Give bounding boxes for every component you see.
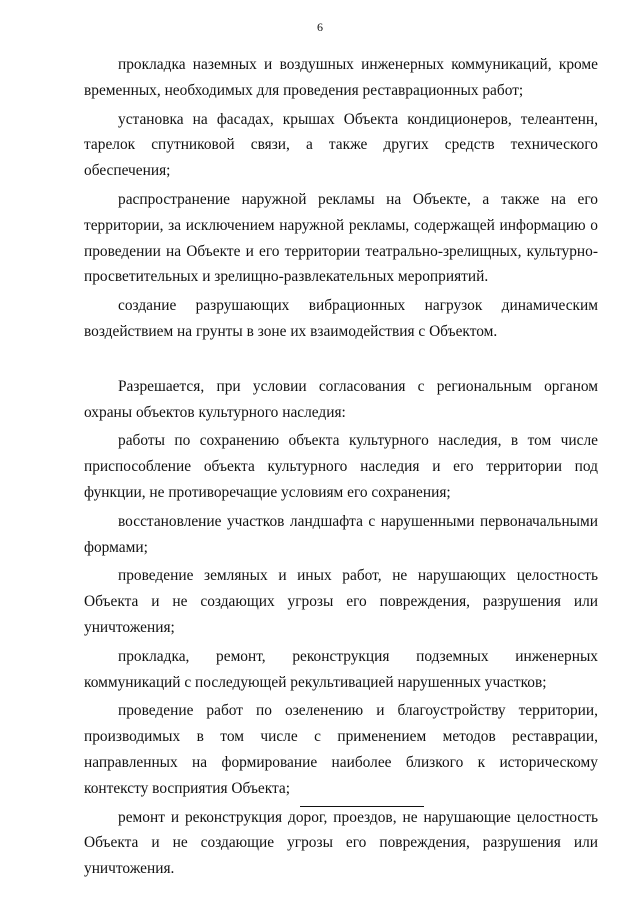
paragraph: проведение работ по озеленению и благоустройству территории, производимых в том числе с применением методов реставрации, направленных на формирование наиболее близкого к историческому контексту восприятия Объекта; [84,702,598,797]
paragraph: ремонт и реконструкция дорог, проездов, не нарушающие целостность Объекта и не создающие угрозы его повреждения, разрушения или уничтожения. [84,808,598,878]
section-intro-paragraph: Разрешается, при условии согласования с региональным органом охраны объектов культурного наследия: [84,377,598,421]
paragraph: установка на фасадах, крышах Объекта кондиционеров, телеантенн, тарелок спутниковой связи, а также других средств технического обеспечения; [84,110,598,180]
paragraph: восстановление участков ландшафта с нарушенными первоначальными формами; [84,512,598,556]
paragraph: создание разрушающих вибрационных нагрузок динамическим воздействием на грунты в зоне их взаимодействия с Объектом. [84,297,598,340]
paragraph: прокладка наземных и воздушных инженерных коммуникаций, кроме временных, необходимых для проведения реставрационных работ; [84,56,598,99]
end-separator-line [300,806,424,807]
paragraph: работы по сохранению объекта культурного наследия, в том числе приспособление объекта культурного наследия и его территории под функции, не противоречащие условиям его сохранения; [84,432,598,501]
paragraph: распространение наружной рекламы на Объекте, а также на его территории, за исключением наружной рекламы, содержащей информацию о проведении на Объекте и его территории театрально-зрелищных, культурно-просветительных и зрелищно-развлекательных мероприятий. [84,190,598,286]
page-number: 6 [317,20,323,34]
paragraph: прокладка, ремонт, реконструкция подземных инженерных коммуникаций с последующей рекультивацией нарушенных участков; [84,647,598,691]
paragraph: проведение земляных и иных работ, не нарушающих целостность Объекта и не создающих угрозы его повреждения, разрушения или уничтожения; [84,567,598,636]
document-body [84,52,598,885]
